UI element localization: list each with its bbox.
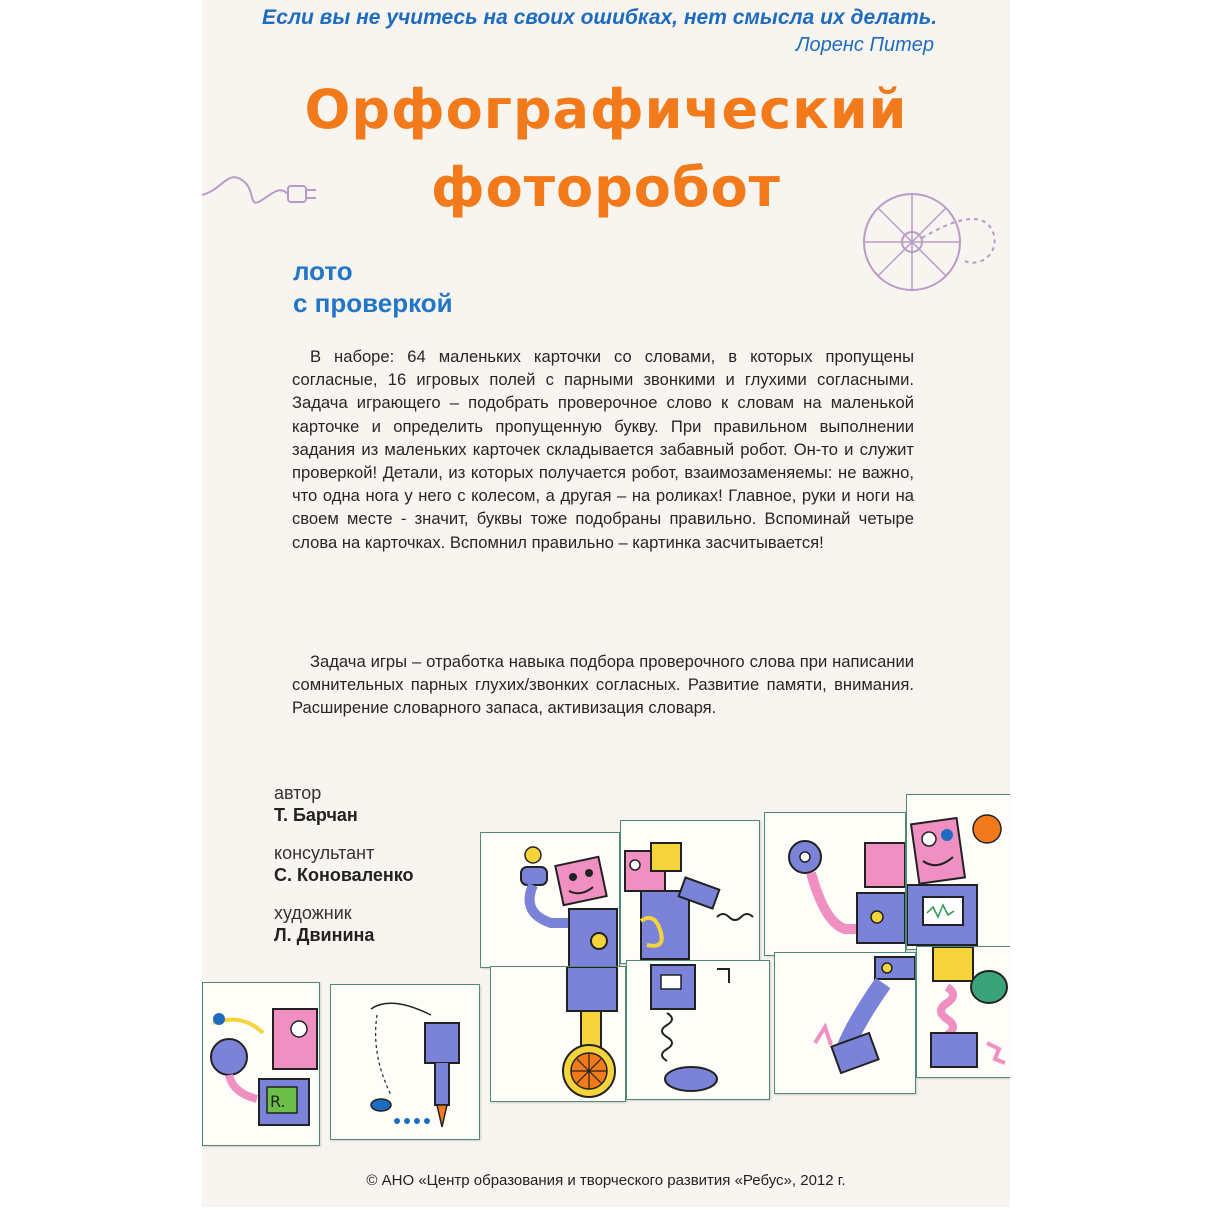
credits [274, 782, 484, 962]
subtitle-line-1: лото [293, 256, 353, 286]
credit-role: автор [274, 783, 322, 803]
card-letter: R. [270, 1092, 286, 1111]
description-paragraph-2 [292, 650, 914, 720]
robot-card-spring-leg [626, 960, 770, 1100]
robot-card-roller-leg [774, 952, 916, 1094]
paragraph-text: Задача игры – отработка навыка подбора проверочного слова при написании сомнительных парных глухих/звонких согласных. Развитие памяти, внимания. Расширение словарного запаса, активизация словаря. [292, 652, 914, 718]
credit-name: Т. Барчан [274, 805, 358, 825]
description-paragraph-1 [292, 345, 914, 554]
robot-card-wheel [490, 966, 626, 1102]
copyright-footer: © АНО «Центр образования и творческого развития «Ребус», 2012 г. [366, 1172, 846, 1189]
credit-role: консультант [274, 843, 375, 863]
booklet-page [202, 0, 1010, 1207]
paragraph-text: В наборе: 64 маленьких карточки со словами, в которых пропущены согласные, 16 игровых полей с парными звонкими и глухими согласными. Задача играющего – подобрать проверочное слово к словам на маленькой карточке и определить пропущенную букву. При правильном выполнении задания из маленьких карточек складывается забавный робот. Он-то и служит проверкой! Детали, из которых получается робот, взаимозаменяемы: не важно, что одна нога у него с колесом, а другая – на роликах! Главное, руки и ноги на своем месте - значит, буквы тоже подобраны правильно. Вспоминай четыре слова на карточках. Вспомнил правильно – картинка засчитывается! [292, 347, 914, 552]
credit-name: Л. Двинина [274, 925, 375, 945]
robot-card-kettle [916, 946, 1010, 1078]
title-line-1: Орфографический [304, 78, 908, 141]
credit-illustrator [274, 902, 484, 946]
subtitle-line-2: с проверкой [293, 288, 453, 318]
robot-card-head-monitor [906, 794, 1010, 950]
epigraph-author: Лоренс Питер [795, 34, 934, 56]
robot-card-body-spring [620, 820, 760, 964]
title-line-2: фоторобот [431, 156, 781, 219]
credit-consultant [274, 842, 484, 886]
epigraph-quote: Если вы не учитесь на своих ошибках, нет смысла их делать. [262, 6, 938, 29]
credit-role: художник [274, 903, 352, 923]
robot-card-head-flower [480, 832, 620, 968]
robot-card-hand-letter [202, 982, 320, 1146]
credit-name: С. Коноваленко [274, 865, 414, 885]
credit-author [274, 782, 484, 826]
robot-card-drill [330, 984, 480, 1140]
robot-card-arm-flower [764, 812, 906, 956]
